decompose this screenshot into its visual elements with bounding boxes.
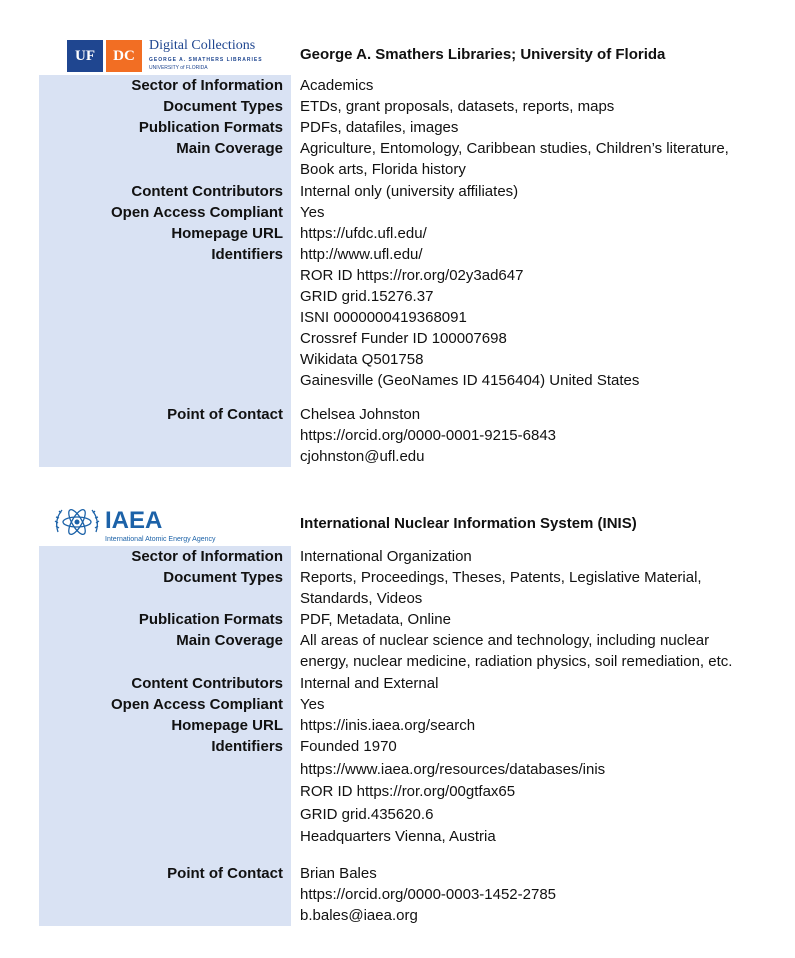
field-label: Open Access Compliant xyxy=(111,204,283,221)
field-label: Identifiers xyxy=(211,738,283,755)
value-line: All areas of nuclear science and technology, including nuclear xyxy=(300,632,710,649)
field-value xyxy=(300,673,770,694)
un-atom-emblem-icon xyxy=(52,502,102,546)
iaea-subtitle: International Atomic Energy Agency xyxy=(105,536,216,543)
field-label: Sector of Information xyxy=(131,77,283,94)
identifier-line: GRID grid.435620.6 xyxy=(300,805,434,823)
field-value xyxy=(300,181,770,202)
value-line: ETDs, grant proposals, datasets, reports, maps xyxy=(300,98,615,115)
field-value xyxy=(300,202,770,223)
value-line: PDF, Metadata, Online xyxy=(300,611,451,628)
value-line: Yes xyxy=(300,696,325,713)
field-value xyxy=(300,223,770,244)
homepage-link[interactable]: https://inis.iaea.org/search xyxy=(300,717,476,734)
field-value xyxy=(300,404,770,467)
field-value xyxy=(300,630,770,672)
field-value xyxy=(300,546,770,567)
identifier-line: ISNI 0000000419368091 xyxy=(300,309,467,326)
value-line: Reports, Proceedings, Theses, Patents, Legislative Material, xyxy=(300,569,702,586)
field-label: Content Contributors xyxy=(131,675,283,692)
identifier-line: GRID grid.15276.37 xyxy=(300,288,434,305)
logo-subtitle: GEORGE A. SMATHERS LIBRARIES xyxy=(149,57,263,63)
identifier-link[interactable]: https://www.iaea.org/resources/databases/inis xyxy=(300,760,606,778)
field-value xyxy=(300,567,770,609)
uf-logo-mark: UF xyxy=(67,40,103,72)
iaea-logo xyxy=(39,500,291,546)
iaea-wordmark: IAEA xyxy=(105,507,163,534)
identifier-line: Founded 1970 xyxy=(300,738,397,755)
field-value xyxy=(300,117,770,138)
value-line: Agriculture, Entomology, Caribbean studies, Children’s literature, xyxy=(300,140,729,157)
field-label: Main Coverage xyxy=(176,140,283,157)
field-label: Publication Formats xyxy=(138,611,283,628)
identifier-link[interactable]: http://www.ufl.edu/ xyxy=(300,246,423,263)
entry-title: George A. Smathers Libraries; University of Florida xyxy=(300,46,666,63)
value-line: Internal and External xyxy=(300,675,439,692)
value-line: Internal only (university affiliates) xyxy=(300,183,519,200)
field-value xyxy=(300,244,770,391)
contact-email-link[interactable]: cjohnston@ufl.edu xyxy=(300,448,425,465)
contact-name: Chelsea Johnston xyxy=(300,406,421,423)
contact-email-link[interactable]: b.bales@iaea.org xyxy=(300,907,418,924)
logo-title: Digital Collections xyxy=(149,38,256,53)
field-label: Identifiers xyxy=(211,246,283,263)
field-value xyxy=(300,138,770,180)
value-line: International Organization xyxy=(300,548,472,565)
field-label: Homepage URL xyxy=(171,717,283,734)
identifier-line: Headquarters Vienna, Austria xyxy=(300,828,496,845)
field-label: Homepage URL xyxy=(171,225,283,242)
field-value xyxy=(300,609,770,630)
field-label: Document Types xyxy=(163,569,283,586)
value-line: Yes xyxy=(300,204,325,221)
field-value xyxy=(300,715,770,736)
identifier-line: ROR ID https://ror.org/00gtfax65 xyxy=(300,783,516,800)
field-label: Open Access Compliant xyxy=(111,696,283,713)
field-label: Publication Formats xyxy=(138,119,283,136)
identifier-line: Wikidata Q501758 xyxy=(300,351,424,368)
field-value xyxy=(300,863,770,926)
homepage-link[interactable]: https://ufdc.ufl.edu/ xyxy=(300,225,427,242)
field-value xyxy=(300,736,770,849)
field-label: Point of Contact xyxy=(167,865,283,882)
identifier-line: Gainesville (GeoNames ID 4156404) United States xyxy=(300,372,640,389)
ufdc-logo xyxy=(39,30,291,74)
value-line: energy, nuclear medicine, radiation physics, soil remediation, etc. xyxy=(300,653,733,670)
entry-title: International Nuclear Information System (INIS) xyxy=(300,515,637,532)
value-line: Standards, Videos xyxy=(300,590,423,607)
identifier-line: ROR ID https://ror.org/02y3ad647 xyxy=(300,267,524,284)
logo-subtitle-university: UNIVERSITY of FLORIDA xyxy=(149,65,208,71)
field-label: Point of Contact xyxy=(167,406,283,423)
field-label: Content Contributors xyxy=(131,183,283,200)
contact-orcid-link[interactable]: https://orcid.org/0000-0003-1452-2785 xyxy=(300,886,557,903)
value-line: Book arts, Florida history xyxy=(300,161,466,178)
field-label: Document Types xyxy=(163,98,283,115)
contact-orcid-link[interactable]: https://orcid.org/0000-0001-9215-6843 xyxy=(300,427,557,444)
field-value xyxy=(300,694,770,715)
value-line: Academics xyxy=(300,77,374,94)
field-label: Sector of Information xyxy=(131,548,283,565)
contact-name: Brian Bales xyxy=(300,865,377,882)
dc-logo-mark: DC xyxy=(106,40,142,72)
field-value xyxy=(300,96,770,117)
field-label: Main Coverage xyxy=(176,632,283,649)
value-line: PDFs, datafiles, images xyxy=(300,119,459,136)
field-value xyxy=(300,75,770,96)
identifier-line: Crossref Funder ID 100007698 xyxy=(300,330,507,347)
